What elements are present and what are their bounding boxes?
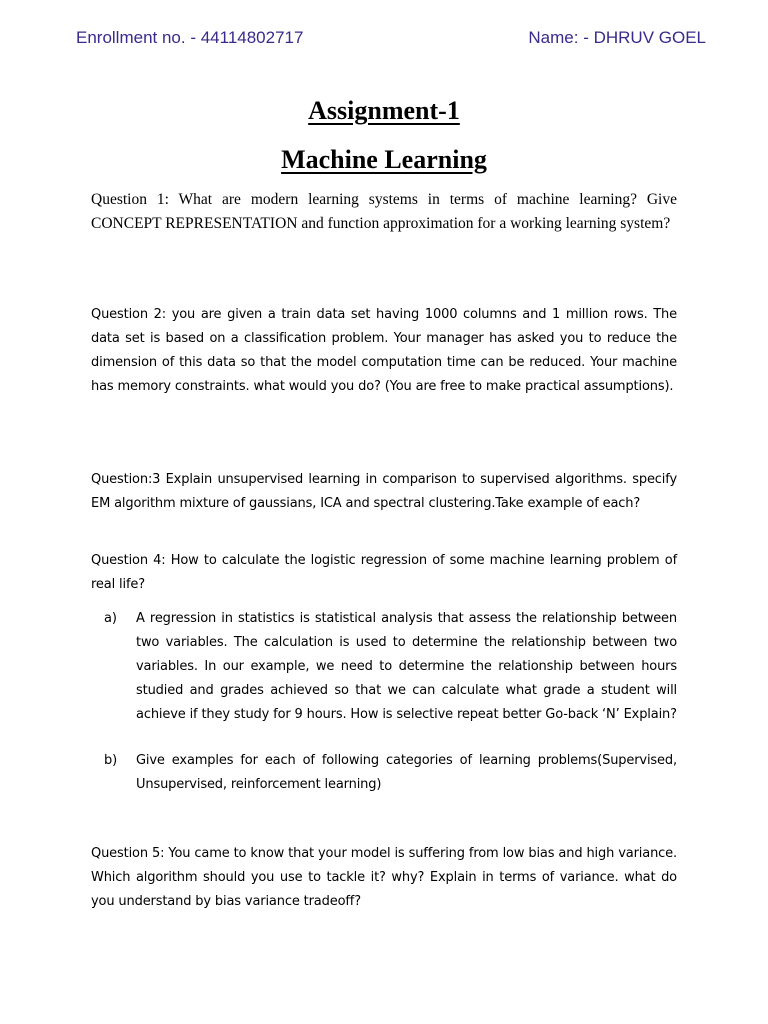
list-item-text: A regression in statistics is statistical analysis that assess the relationship between two variables. The calculation is used to determine the relationship between two variables. In our example, we need to determine the relationship between hours studied and grades achieved so that we can calculate what grade a student will achieve if they study for 9 hours. How is selective repeat better Go-back ‘N’ Explain? — [136, 611, 677, 722]
page-header — [76, 26, 706, 50]
enrollment-number: Enrollment no. - 44114802717 — [76, 28, 304, 47]
list-item — [91, 607, 677, 727]
subject-title: Machine Learning — [281, 145, 487, 174]
list-item — [91, 749, 677, 797]
list-marker: a) — [104, 611, 117, 626]
question-3: Question:3 Explain unsupervised learning in comparison to supervised algorithms. specify EM algorithm mixture of gaussians, ICA and spectral clustering.Take example of each? — [91, 472, 677, 511]
question-2: Question 2: you are given a train data set having 1000 columns and 1 million rows. The data set is based on a classification problem. Your manager has asked you to reduce the dimension of this data so that the model computation time can be reduced. Your machine has memory constraints. what would you do? (You are free to make practical assumptions). — [91, 307, 677, 394]
question-4: Question 4: How to calculate the logistic regression of some machine learning problem of real life? — [91, 553, 677, 592]
question-4-subitem-b — [91, 749, 677, 797]
question-5: Question 5: You came to know that your model is suffering from low bias and high variance. Which algorithm should you use to tackle it? why? Explain in terms of variance. what do you understand by bias variance tradeoff? — [91, 846, 677, 909]
question-1: Question 1: What are modern learning systems in terms of machine learning? Give CONCEPT REPRESENTATION and function approximation for a working learning system? — [91, 191, 677, 232]
list-marker: b) — [104, 753, 118, 768]
list-item-text: Give examples for each of following categories of learning problems(Supervised, Unsupervised, reinforcement learning) — [136, 753, 677, 792]
assignment-title: Assignment-1 — [308, 96, 460, 125]
student-name: Name: - DHRUV GOEL — [528, 28, 706, 47]
question-4-subitem-a — [91, 607, 677, 727]
